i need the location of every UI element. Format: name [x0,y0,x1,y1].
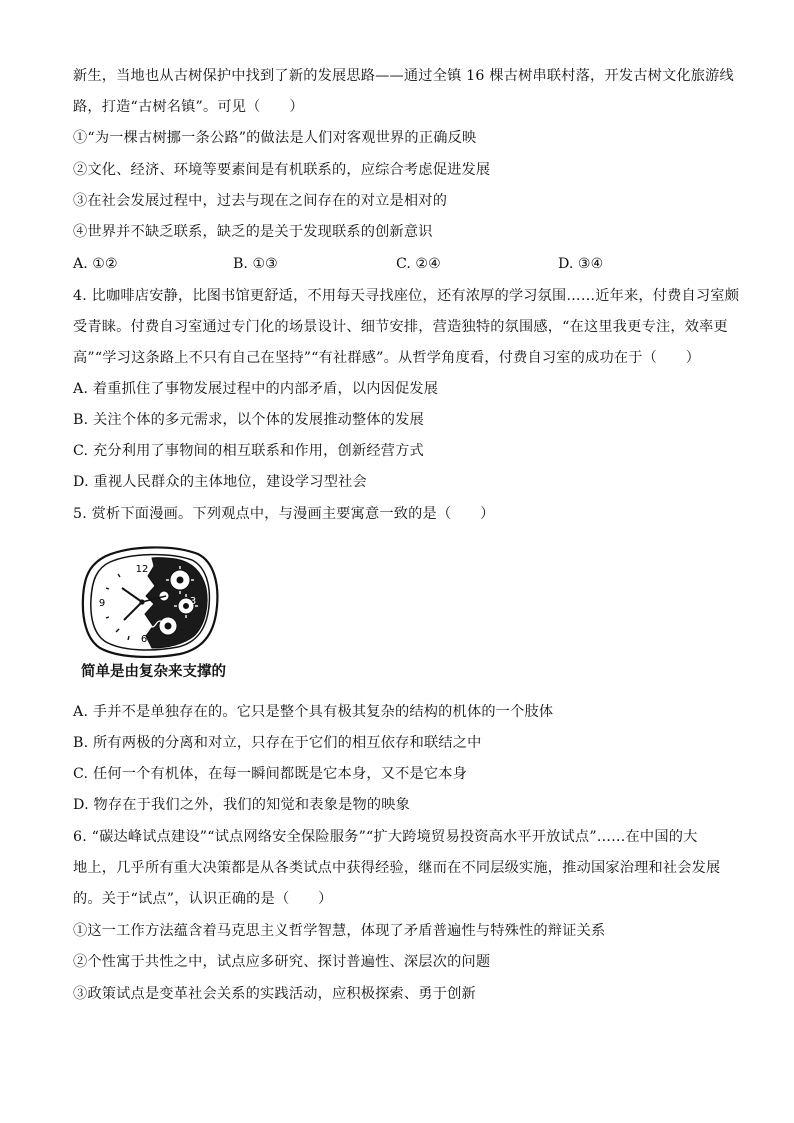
q5-option-b: B. 所有两极的分离和对立，只存在于它们的相互依存和联结之中 [73,735,482,751]
q3-choice-a: A. ①② [73,256,118,272]
q4-option-b: B. 关注个体的多元需求，以个体的发展推动整体的发展 [73,412,424,428]
comic-caption: 简单是由复杂来支撑的 [81,664,226,680]
q3-statement-1: ①“为一棵古树挪一条公路”的做法是人们对客观世界的正确反映 [73,130,477,146]
q3-stem-line-1: 新生，当地也从古树保护中找到了新的发展思路——通过全镇 16 棵古树串联村落，开发古树文化旅游线 [73,68,734,84]
q5-option-c: C. 任何一个有机体，在每一瞬间都既是它本身，又不是它本身 [73,766,468,782]
q3-choice-c: C. ②④ [396,256,441,272]
q4-option-a: A. 着重抓住了事物发展过程中的内部矛盾，以内因促发展 [73,381,439,397]
q6-stem-line-2: 地上，几乎所有重大决策都是从各类试点中获得经验，继而在不同层级实施，推动国家治理和社会发展 [73,860,721,876]
clock-numeral-12: 12 [135,564,149,575]
q6-stem-line-1: 6. “碳达峰试点建设”“试点网络安全保险服务”“扩大跨境贸易投资高水平开放试点”……在中国的大 [73,829,698,845]
q5-option-d: D. 物存在于我们之外，我们的知觉和表象是物的映象 [73,797,411,813]
clock-numeral-6: 6 [140,634,148,645]
clock-numeral-3: 3 [189,596,197,607]
q4-stem-line-3: 高”“学习这条路上不只有自己在坚持”“有社群感”。从哲学角度看，付费自习室的成功在于（ ） [73,350,701,366]
q3-choice-d: D. ③④ [558,256,604,272]
clock-numeral-9: 9 [98,598,106,609]
q4-option-d: D. 重视人民群众的主体地位，建设学习型社会 [73,474,367,490]
q3-statement-3: ③在社会发展过程中，过去与现在之间存在的对立是相对的 [73,193,448,209]
q6-statement-1: ①这一工作方法蕴含着马克思主义哲学智慧，体现了矛盾普遍性与特殊性的辩证关系 [73,923,606,939]
q3-statement-2: ②文化、经济、环境等要素间是有机联系的，应综合考虑促进发展 [73,162,491,178]
clock-gears-comic [80,544,220,658]
q5-stem: 5. 赏析下面漫画。下列观点中，与漫画主要寓意一致的是（ ） [73,506,495,522]
q6-statement-2: ②个性寓于共性之中，试点应多研究、探讨普遍性、深层次的问题 [73,954,491,970]
q5-option-a: A. 手并不是单独存在的。它只是整个具有极其复杂的结构的机体的一个肢体 [73,704,554,720]
q3-statement-4: ④世界并不缺乏联系，缺乏的是关于发现联系的创新意识 [73,224,433,240]
q3-stem-line-2: 路，打造“古树名镇”。可见（ ） [73,99,304,115]
q4-stem-line-1: 4. 比咖啡店安静，比图书馆更舒适，不用每天寻找座位，还有浓厚的学习氛围……近年来，付费自习室颇 [73,288,740,304]
q3-choice-b: B. ①③ [233,256,278,272]
q4-stem-line-2: 受青睐。付费自习室通过专门化的场景设计、细节安排，营造独特的氛围感，“在这里我更专注，效率更 [73,319,728,335]
q6-stem-line-3: 的。关于“试点”，认识正确的是（ ） [73,891,333,907]
q4-option-c: C. 充分利用了事物间的相互联系和作用，创新经营方式 [73,443,424,459]
q6-statement-3: ③政策试点是变革社会关系的实践活动，应积极探索、勇于创新 [73,986,476,1002]
